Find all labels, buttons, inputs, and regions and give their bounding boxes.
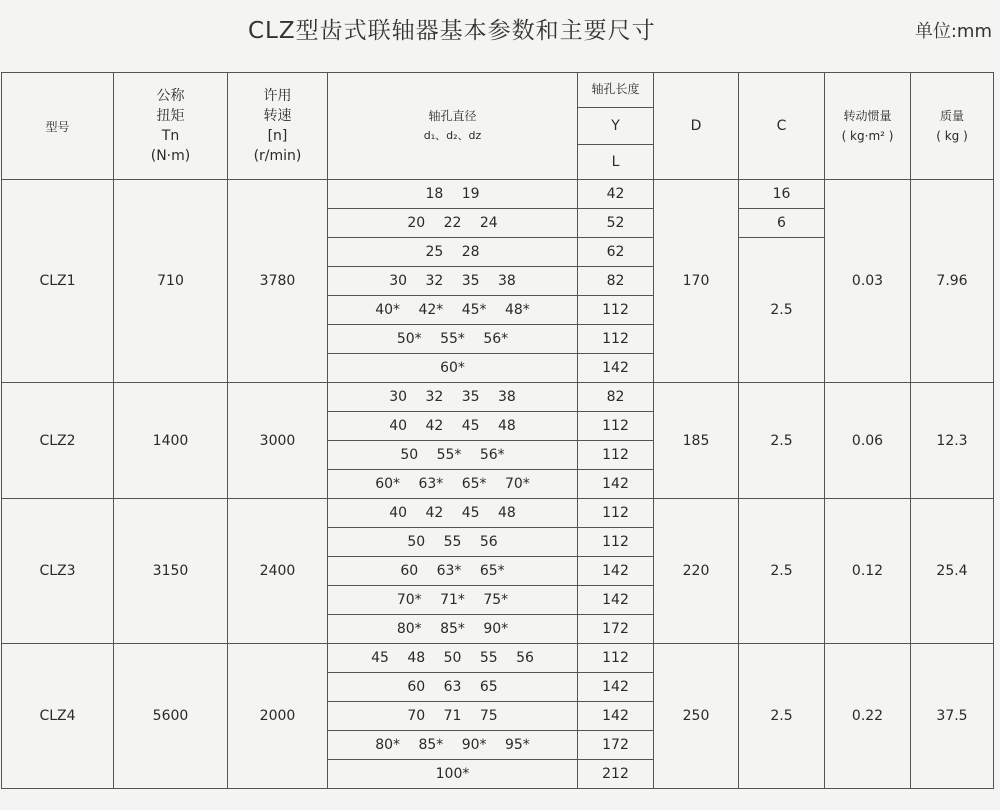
torque-cell: 5600 bbox=[114, 644, 228, 789]
speed-cell: 2400 bbox=[228, 499, 328, 644]
C-cell: 2.5 bbox=[739, 238, 825, 383]
mass-cell: 7.96 bbox=[911, 180, 994, 383]
bore-diameter-cell: 50* 55* 56* bbox=[328, 325, 578, 354]
bore-length-cell: 142 bbox=[578, 702, 654, 731]
bore-diameter-cell: 25 28 bbox=[328, 238, 578, 267]
header-torque: 公称 扭矩 Tn (N·m) bbox=[114, 73, 228, 180]
bore-length-cell: 112 bbox=[578, 412, 654, 441]
inertia-cell: 0.06 bbox=[825, 383, 911, 499]
table-row bbox=[2, 499, 994, 528]
mass-cell: 37.5 bbox=[911, 644, 994, 789]
header-Y: Y bbox=[578, 108, 654, 145]
bore-length-cell: 42 bbox=[578, 180, 654, 209]
bore-diameter-cell: 60 63 65 bbox=[328, 673, 578, 702]
torque-cell: 1400 bbox=[114, 383, 228, 499]
bore-length-cell: 82 bbox=[578, 267, 654, 296]
bore-length-cell: 142 bbox=[578, 673, 654, 702]
bore-diameter-cell: 18 19 bbox=[328, 180, 578, 209]
table-row bbox=[2, 180, 994, 209]
mass-cell: 25.4 bbox=[911, 499, 994, 644]
bore-length-cell: 142 bbox=[578, 470, 654, 499]
bore-length-cell: 112 bbox=[578, 499, 654, 528]
table-row bbox=[2, 383, 994, 412]
bore-diameter-cell: 30 32 35 38 bbox=[328, 383, 578, 412]
torque-cell: 710 bbox=[114, 180, 228, 383]
bore-diameter-cell: 20 22 24 bbox=[328, 209, 578, 238]
mass-cell: 12.3 bbox=[911, 383, 994, 499]
bore-diameter-cell: 40 42 45 48 bbox=[328, 499, 578, 528]
D-cell: 250 bbox=[654, 644, 739, 789]
bore-diameter-cell: 100* bbox=[328, 760, 578, 789]
inertia-cell: 0.12 bbox=[825, 499, 911, 644]
bore-length-cell: 112 bbox=[578, 441, 654, 470]
bore-diameter-cell: 45 48 50 55 56 bbox=[328, 644, 578, 673]
bore-diameter-cell: 80* 85* 90* 95* bbox=[328, 731, 578, 760]
torque-cell: 3150 bbox=[114, 499, 228, 644]
spec-table bbox=[1, 72, 994, 789]
bore-diameter-cell: 60 63* 65* bbox=[328, 557, 578, 586]
header-C: C bbox=[739, 73, 825, 180]
bore-diameter-cell: 60* bbox=[328, 354, 578, 383]
C-cell: 16 bbox=[739, 180, 825, 209]
C-cell: 2.5 bbox=[739, 499, 825, 644]
speed-cell: 2000 bbox=[228, 644, 328, 789]
bore-diameter-cell: 60* 63* 65* 70* bbox=[328, 470, 578, 499]
inertia-cell: 0.22 bbox=[825, 644, 911, 789]
header-speed: 许用 转速 [n] (r/min) bbox=[228, 73, 328, 180]
bore-length-cell: 172 bbox=[578, 731, 654, 760]
bore-diameter-cell: 40* 42* 45* 48* bbox=[328, 296, 578, 325]
bore-diameter-cell: 40 42 45 48 bbox=[328, 412, 578, 441]
model-cell: CLZ2 bbox=[2, 383, 114, 499]
header-D: D bbox=[654, 73, 739, 180]
C-cell: 2.5 bbox=[739, 644, 825, 789]
bore-diameter-cell: 80* 85* 90* bbox=[328, 615, 578, 644]
bore-length-cell: 82 bbox=[578, 383, 654, 412]
C-cell: 6 bbox=[739, 209, 825, 238]
header-L: L bbox=[578, 145, 654, 180]
page-title: CLZ型齿式联轴器基本参数和主要尺寸 bbox=[248, 18, 656, 44]
model-cell: CLZ4 bbox=[2, 644, 114, 789]
bore-length-cell: 142 bbox=[578, 586, 654, 615]
table-row bbox=[2, 644, 994, 673]
header-length: 轴孔长度 bbox=[578, 73, 654, 108]
D-cell: 220 bbox=[654, 499, 739, 644]
bore-length-cell: 112 bbox=[578, 528, 654, 557]
bore-diameter-cell: 70 71 75 bbox=[328, 702, 578, 731]
bore-length-cell: 52 bbox=[578, 209, 654, 238]
header-model: 型号 bbox=[2, 73, 114, 180]
bore-length-cell: 112 bbox=[578, 325, 654, 354]
bore-length-cell: 112 bbox=[578, 644, 654, 673]
C-cell: 2.5 bbox=[739, 383, 825, 499]
bore-diameter-cell: 30 32 35 38 bbox=[328, 267, 578, 296]
header-diameter: 轴孔直径 d₁、d₂、dz bbox=[328, 73, 578, 180]
bore-length-cell: 112 bbox=[578, 296, 654, 325]
model-cell: CLZ3 bbox=[2, 499, 114, 644]
D-cell: 170 bbox=[654, 180, 739, 383]
unit-label: 单位:mm bbox=[914, 21, 992, 42]
bore-length-cell: 142 bbox=[578, 354, 654, 383]
bore-length-cell: 142 bbox=[578, 557, 654, 586]
D-cell: 185 bbox=[654, 383, 739, 499]
bore-length-cell: 172 bbox=[578, 615, 654, 644]
bore-length-cell: 62 bbox=[578, 238, 654, 267]
bore-diameter-cell: 50 55 56 bbox=[328, 528, 578, 557]
speed-cell: 3780 bbox=[228, 180, 328, 383]
bore-diameter-cell: 50 55* 56* bbox=[328, 441, 578, 470]
bore-length-cell: 212 bbox=[578, 760, 654, 789]
inertia-cell: 0.03 bbox=[825, 180, 911, 383]
header-mass: 质量 ( kg ) bbox=[911, 73, 994, 180]
bore-diameter-cell: 70* 71* 75* bbox=[328, 586, 578, 615]
header-inertia: 转动惯量 ( kg·m² ) bbox=[825, 73, 911, 180]
speed-cell: 3000 bbox=[228, 383, 328, 499]
model-cell: CLZ1 bbox=[2, 180, 114, 383]
